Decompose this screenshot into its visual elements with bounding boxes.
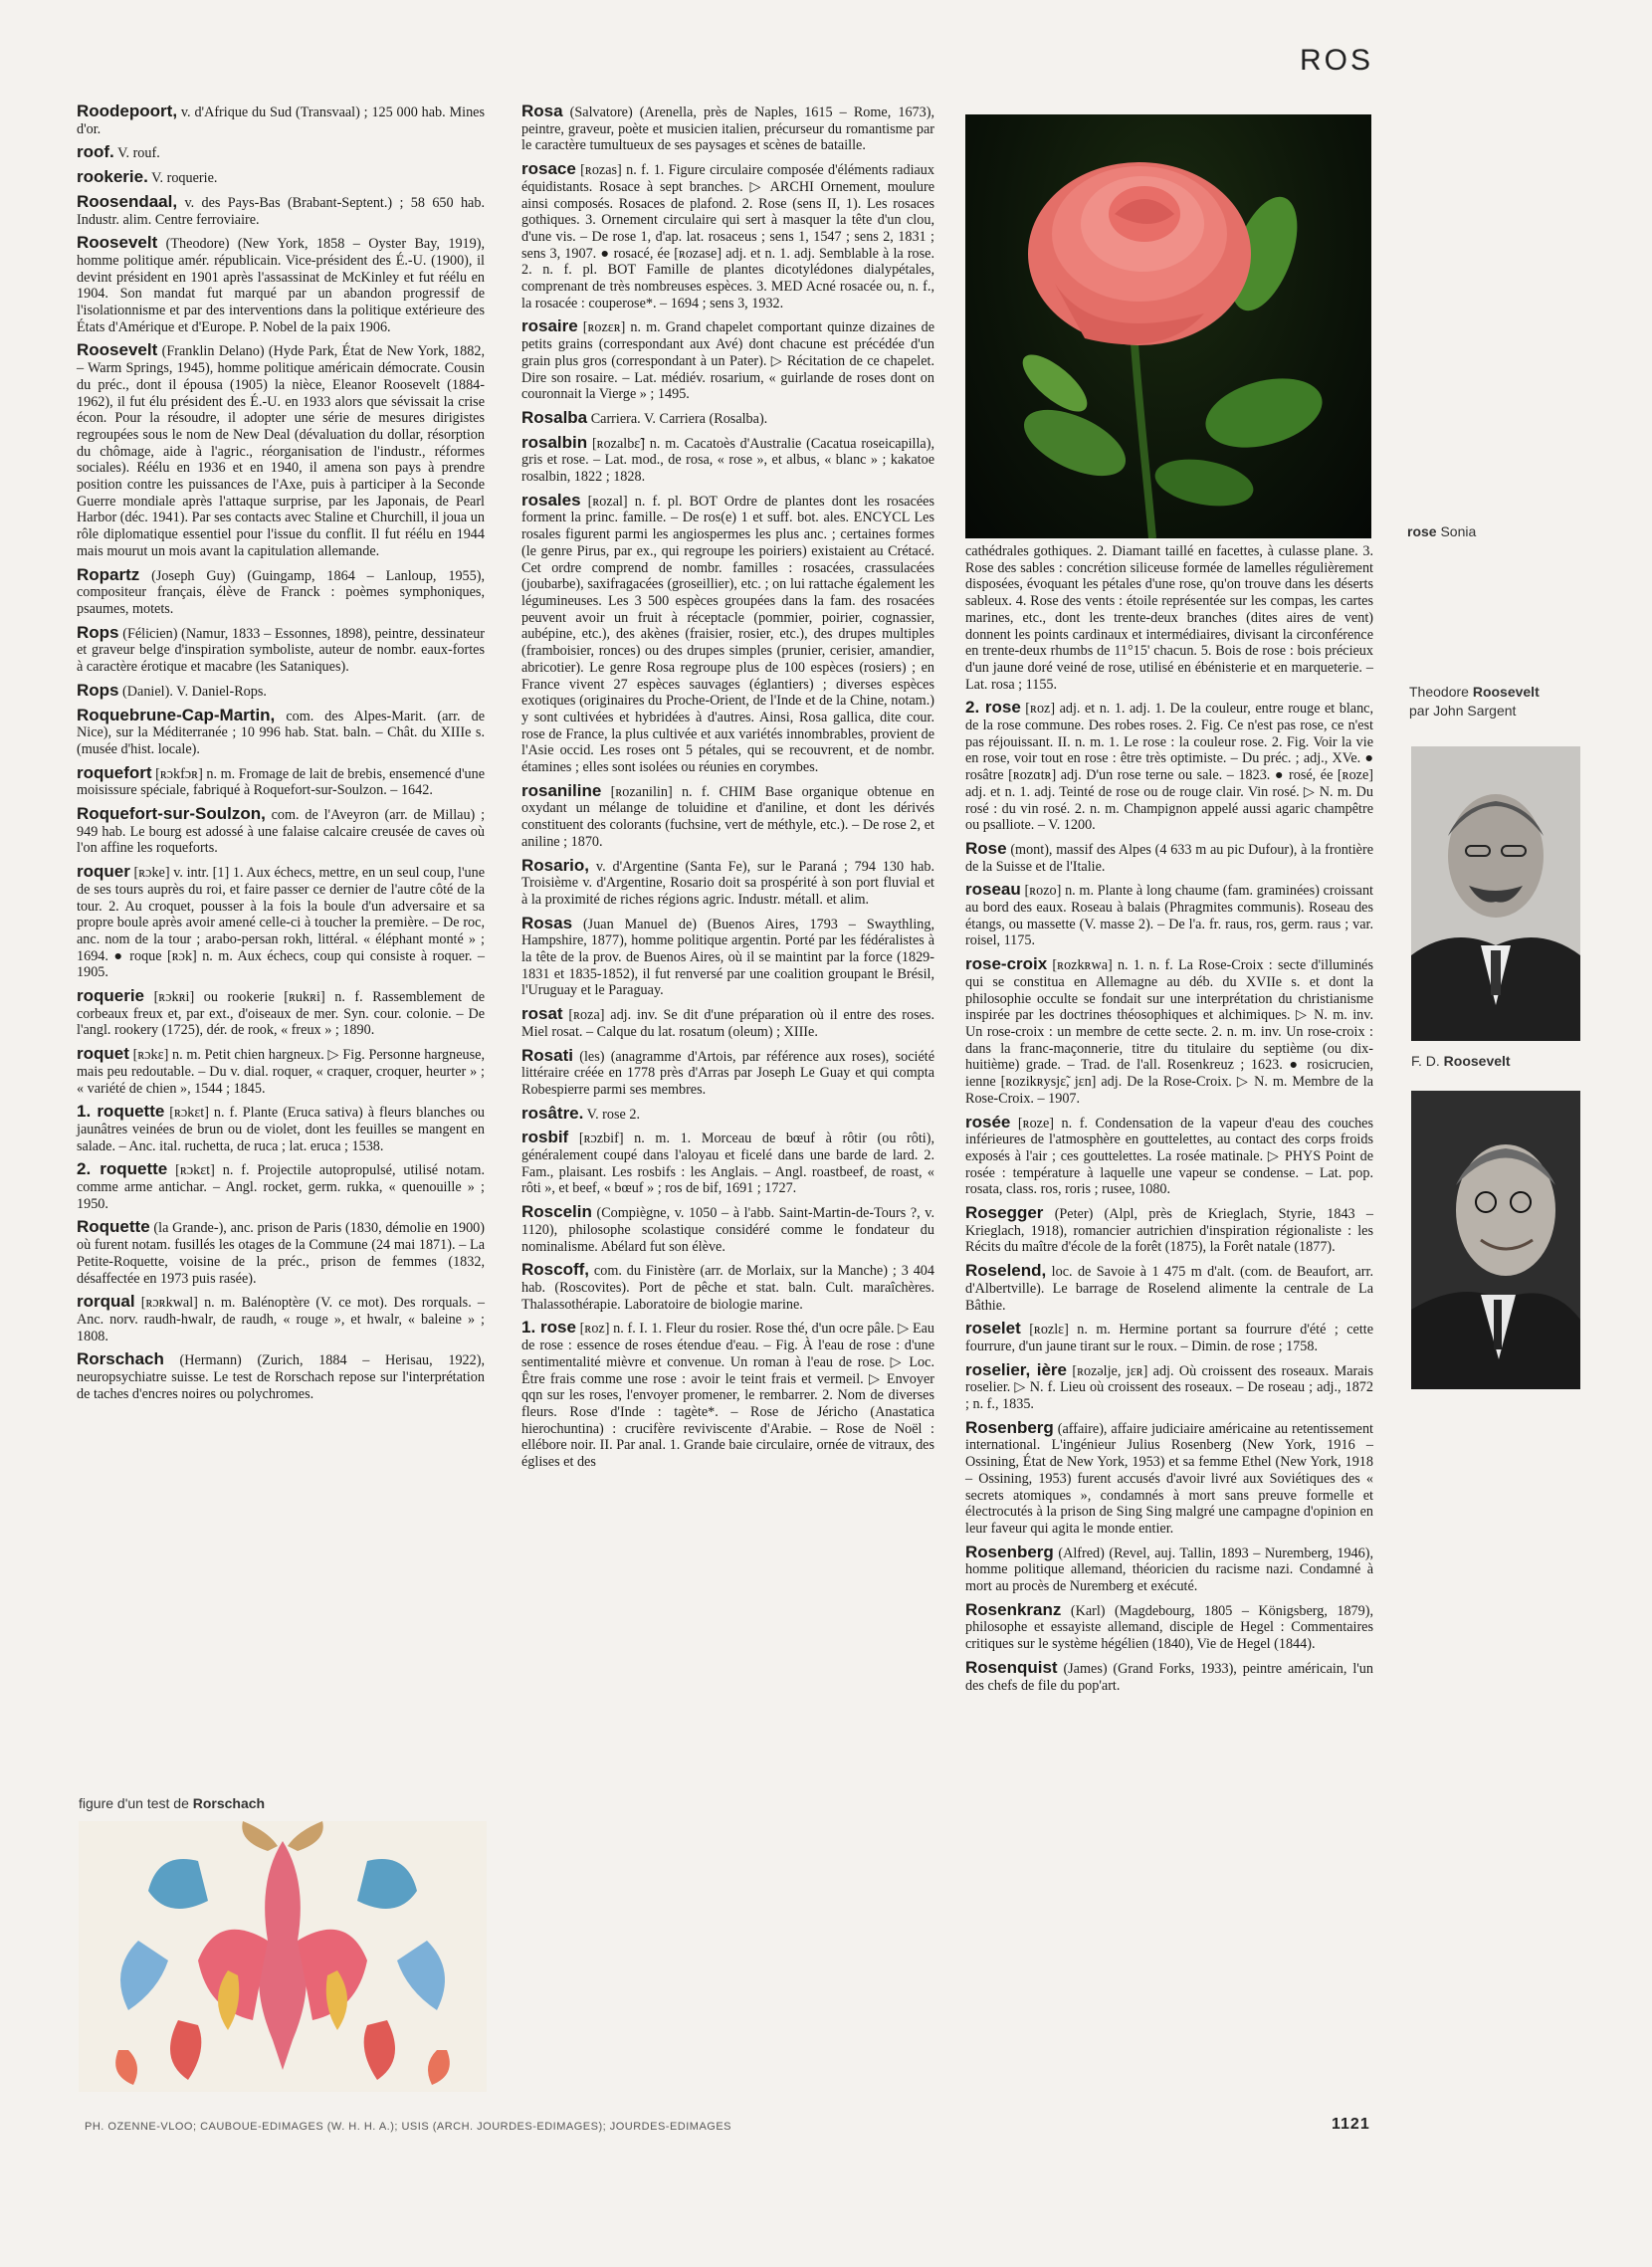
entry-headword: Roscelin <box>521 1202 592 1222</box>
dictionary-entry <box>77 1294 485 1344</box>
dictionary-entry <box>77 1351 485 1402</box>
entry-definition: [ʀozɛʀ] n. m. Grand chapelet comportant quinze dizaines de petits grains (correspondant aux Avé) dont chacune est précédée d'un grain plus gros (correspondant à un Pater). ▷ Récitation de ce chapelet. Dire son rosaire. – Lat. médiév. rosarium, « guirlande de roses dont on couronnait la Vierge » ; 1495. <box>521 319 934 403</box>
dictionary-entry <box>965 956 1373 1107</box>
dictionary-entry <box>965 1599 1374 1653</box>
entry-headword: Roquette <box>77 1217 150 1237</box>
dictionary-entry <box>521 407 934 428</box>
entry-definition: [ʀozalbɛ̃] n. m. Cacatoès d'Australie (Cacatua roseicapilla), gris et rose. – Lat. mod., de rosa, « rose », et albus, « blanc » ; kakatoe rosalbin, 1822 ; 1828. <box>521 435 934 486</box>
entry-definition: v. d'Afrique du Sud (Transvaal) ; 125 000 hab. Mines d'or. <box>77 104 485 137</box>
entry-headword: 2. rose <box>965 698 1021 718</box>
entry-headword: Rosas <box>521 913 573 932</box>
column-2 <box>521 103 934 1478</box>
entry-definition: (mont), massif des Alpes (4 633 m au pic Dufour), à la frontière de la Suisse et de l'Italie. <box>965 841 1373 875</box>
entry-headword: roquerie <box>77 986 145 1006</box>
dictionary-entry <box>77 144 485 162</box>
dictionary-entry <box>521 1006 934 1040</box>
entry-definition: [ʀozas] n. f. 1. Figure circulaire composée d'éléments radiaux équidistants. Rosace à sept branches. ▷ ARCHI Ornement, moulure ainsi composés. Rosaces de plafond. 2. Rose (sens II, 1). Les rosaces gothiques. 3. Ornement circulaire qui sert à masquer la tête d'un clou, d'une vis. – De rose 1, d'ap. lat. rosaceus ; sens 1, 1547 ; sens 2, 1831 ; sens 3, 1907. ● rosacé, ée [ʀozase] adj. et n. 1. adj. Semblable à la rose. 2. n. f. pl. BOT Famille de plantes dicotylédones dialypétales, comprenant de très nombreuses espèces. 3. MED Acné rosacée ou, n. f., la rosacée : couperose*. – 1694 ; sens 3, 1932. <box>521 162 934 311</box>
dictionary-entry <box>77 342 485 559</box>
entry-headword: Rosa <box>521 102 563 120</box>
entry-headword: Roosendaal, <box>77 191 178 211</box>
entry-headword: Rosenquist <box>965 1657 1058 1677</box>
dictionary-entry <box>521 1262 934 1313</box>
entry-headword: Rops <box>77 680 119 700</box>
entry-definition: V. roquerie. <box>151 170 218 187</box>
entry-definition: (Félicien) (Namur, 1833 – Essonnes, 1898), peintre, dessinateur et graveur belge d'inspiration symboliste, auteur de nombr. eaux-fortes à caractère érotique et macabre (les Sataniques). <box>77 625 486 676</box>
dictionary-entry <box>521 161 934 311</box>
dictionary-entry <box>77 680 485 701</box>
dictionary-entry <box>521 913 934 1000</box>
fdr-caption-prefix: F. D. <box>1411 1053 1440 1069</box>
dictionary-entry <box>521 490 935 776</box>
entry-headword: roselet <box>965 1319 1021 1339</box>
entry-definition: loc. de Savoie à 1 475 m d'alt. (com. de Beaufort, arr. d'Albertville). Le barrage de Roselend alimente la centrale de La Bâthie. <box>965 1264 1374 1314</box>
inkblot-illustration <box>79 1821 487 2092</box>
entry-definition: [ʀozanilin] n. f. CHIM Base organique obtenue en oxydant un mélange de toluidine et d'aniline, et dont les dérivés constituent des colorants (fuchsine, vert de méthyle, etc.). – De rose 2, et aniline ; 1870. <box>521 783 935 850</box>
dictionary-entry <box>521 1204 934 1255</box>
rose-caption <box>1407 523 1476 539</box>
dictionary-entry <box>965 882 1373 949</box>
photo-credits: PH. OZENNE-VLOO; CAUBOUE-EDIMAGES (W. H. H. A.); USIS (ARCH. JOURDES-EDIMAGES); JOURDES-EDIMAGES <box>85 2121 732 2133</box>
fdr-caption-name: Roosevelt <box>1443 1053 1511 1069</box>
entry-definition: [ʀoz] n. f. I. 1. Fleur du rosier. Rose thé, d'un ocre pâle. ▷ Eau de rose : essence de roses étendue d'eau. – Fig. À l'eau de rose : d'une sentimentalité mièvre et convenue. Un roman à l'eau de rose. ▷ Loc. Être frais comme une rose : avoir le teint frais et vermeil. ▷ Envoyer qqn sur les roses, l'envoyer promener, le rembarrer. 2. Nom de diverses fleurs. Rose d'Inde : tagète*. – Rose de Jéricho (Anastatica hierochuntina) : crucifère reviviscente d'Arabie. – Rose de Noël : ellébore noir. II. Par anal. 1. Grande baie circulaire, ornée de vitraux, des églises et des <box>521 1321 935 1471</box>
entry-definition: [ʀɔkʀi] ou rookerie [ʀukʀi] n. f. Rassemblement de corbeaux freux et, par ext., d'oiseaux de mer. Syn. cour. colonie. – De l'angl. rookery (1725), dér. de rook, « freux » ; 1890. <box>77 989 485 1039</box>
dictionary-entry <box>521 1320 934 1470</box>
entry-definition: [ʀɔke] v. intr. [1] 1. Aux échecs, mettre, en un seul coup, l'une de ses tours auprès du roi, et faire passer ce dernier de l'autre côté de la tour. 2. Au croquet, pousser à la fois la boule d'un adversaire et sa propre boule après avoir amené celle-ci à toucher la première. – De roc, anc. nom de la tour ; arabo-persan rokh, littéral. « éléphant monté » ; 1694. ● roque [ʀɔk] n. m. Aux échecs, coup qui consiste à roquer. – 1905. <box>77 865 486 981</box>
entry-headword: Roscoff, <box>521 1260 589 1280</box>
entry-headword: Roosevelt <box>77 233 158 253</box>
dictionary-entry <box>77 1046 485 1097</box>
rose-illustration <box>965 114 1371 538</box>
entry-definition: [ʀɔkɛt] n. f. Projectile autopropulsé, utilisé notam. comme arme antichar. – Angl. rocket, germ. rukka, « quenouille » ; 1950. <box>77 1162 486 1212</box>
dictionary-entry <box>77 103 485 137</box>
entry-definition: (Franklin Delano) (Hyde Park, État de New York, 1882, – Warm Springs, 1945), homme politique américain démocrate. Cousin du préc., dont il épousa (1905) la nièce, Eleanor Roosevelt (1884-1962), il fut élu président des É.-U. en 1933 alors que sévissait la crise écon. Pour la résoudre, il adopter une série de mesures dirigistes regroupées sous le nom de New Deal (dévaluation du dollar, résorption du chômage, aide à l'agric., réorganisation de l'industr., réformes sociales). Réélu en 1936 et en 1940, il amena son pays à prendre position contre les puissances de l'Axe, puis à participer à la Seconde Guerre mondiale après l'attaque surprise, par les Japonais, de Pearl Harbor (déc. 1941). Par ses contacts avec Staline et Churchill, il joua un rôle diplomatique essentiel pour l'issue du conflit. Il fut réélu en 1944 mais mourut un mois avant la capitulation allemande. <box>77 343 486 559</box>
theodore-caption-name: Roosevelt <box>1472 684 1540 700</box>
entry-headword: roquefort <box>77 762 152 782</box>
entry-headword: rosaniline <box>521 780 602 800</box>
entry-headword: rosée <box>965 1112 1011 1132</box>
entry-definition: (la Grande-), anc. prison de Paris (1830, démolie en 1900) où furent notam. fusillés les otages de la Commune (24 mai 1871). – La Petite-Roquette, voisine de la préc., prison de femmes (1832, désaffectée en 1973 puis rasée). <box>77 1220 485 1287</box>
entry-definition: com. du Finistère (arr. de Morlaix, sur la Manche) ; 3 404 hab. (Roscovites). Port de pêche et stat. baln. Cult. maraîchères. Thalassothérapie. Laboratoire de biologie marine. <box>521 1263 934 1313</box>
dictionary-entry <box>77 1161 485 1212</box>
entry-definition: (affaire), affaire judiciaire américaine au retentissement international. L'ingénieur Julius Rosenberg (New York, 1916 – Ossining, État de New York, 1953) et sa femme Ethel (New York, 1918 – Ossining, 1953) furent accusés d'avoir livré aux Soviétiques des « secrets atomiques », condamnés à mort sans preuve formelle et électrocutés à la prison de Sing Sing malgré une campagne d'opinion en leur faveur qui agita le monde entier. <box>965 1420 1373 1537</box>
dictionary-entry <box>77 806 485 857</box>
page-number: 1121 <box>1332 2116 1370 2133</box>
theodore-portrait-image <box>1411 746 1580 1041</box>
dictionary-entry <box>77 169 485 187</box>
dictionary-entry <box>965 1321 1373 1354</box>
entry-headword: rookerie. <box>77 167 148 187</box>
entry-headword: roquet <box>77 1044 129 1064</box>
dictionary-entry <box>521 780 935 851</box>
theodore-caption-first: Theodore <box>1409 684 1469 700</box>
theodore-caption-author: par John Sargent <box>1409 703 1517 719</box>
entry-headword: Rosalba <box>521 407 588 427</box>
dictionary-entry <box>521 855 935 909</box>
entry-headword: rorqual <box>77 1292 135 1312</box>
entry-definition: (Daniel). V. Daniel-Rops. <box>122 683 267 700</box>
entry-headword: Roquefort-sur-Soulzon, <box>77 804 266 824</box>
entry-headword: rosâtre. <box>521 1103 584 1123</box>
entry-definition: [ʀɔkɛ] n. m. Petit chien hargneux. ▷ Fig. Personne hargneuse, mais peu redoutable. – Du v. dial. roquer, « craquer, croquer, heurter » ; « variété de chien », 1544 ; 1845. <box>77 1047 486 1097</box>
dictionary-entry <box>77 235 485 335</box>
entry-definition: [ʀɔʀkwal] n. m. Balénoptère (V. ce mot). Des rorquals. – Anc. norv. raudh-hwalr, de raudh, « rouge », et hwalr, « baleine » ; 1808. <box>77 1295 486 1344</box>
fdr-illustration <box>1411 1091 1580 1389</box>
fdr-portrait-image <box>1411 1091 1580 1389</box>
theodore-illustration <box>1411 746 1580 1041</box>
rose-flower-image <box>965 114 1371 538</box>
entry-headword: Rosenberg <box>965 1417 1054 1437</box>
dictionary-entry <box>965 1263 1373 1314</box>
entry-headword: Rops <box>77 622 119 642</box>
dictionary-entry <box>77 191 485 228</box>
entry-definition: [ʀozal] n. f. pl. BOT Ordre de plantes dont les rosacées forment la princ. famille. – De ros(e) 1 et suff. bot. ales. ENCYCL Les rosales figurent parmi les angiospermes les plus anc. ; certaines formes (le genre Pirus, par ex., qui regroupe les poiriers) existaient au Crétacé. Cet ordre comprend de nombr. familles : rosacées, crassulacées (joubarbe), saxifragacées (groseillier), etc. ; on lui rattache également les légumineuses. Les 3 500 espèces groupées dans la fam. des rosacées peuvent avoir un fruit à réceptacle (pommier, poirier, cognassier, aubépine, etc.), des akènes (fraisier, rosier, etc.), des drupes multiples (framboisier, ronces) ou des drupes simples (prunier, cerisier, amandier, abricotier). Le genre Rosa regroupe plus de 100 espèces (rosiers) ; en France vivent 27 espèces sauvages (églantiers) ; diverses espèces exotiques (originaires du Proche-Orient, de l'Inde et de la Chine, notam.) y sont cultivées et hybridées à d'autres. Ainsi, Rosa gallica, dite cour. rose de France, la plus cultivée et aux variétés innombrables, provient de l'Asie occid. Les roses ont 5 pétales, qui se recouvrent, et de nombr. étamines ; elles sont isolées ou réunies en corymbes. <box>521 493 935 776</box>
dictionary-entry <box>965 1112 1373 1199</box>
rose-caption-suffix: Sonia <box>1440 523 1477 539</box>
dictionary-entry <box>965 1542 1374 1595</box>
entry-definition: v. d'Argentine (Santa Fe), sur le Paraná ; 794 130 hab. Troisième v. d'Argentine, Rosario doit sa prospérité à son port fluvial et à la proximité de riches régions agric. Industr. métall. et alim. <box>521 858 935 908</box>
entry-headword: 1. rose <box>521 1318 576 1338</box>
entry-headword: Roodepoort, <box>77 102 178 120</box>
dictionary-entry <box>521 318 934 403</box>
entry-headword: Rosenkranz <box>965 1599 1062 1619</box>
page-title: ROS <box>1299 44 1373 77</box>
dictionary-entry <box>77 988 485 1039</box>
dictionary-entry <box>77 762 485 799</box>
entry-definition: [ʀoza] adj. inv. Se dit d'une préparation où il entre des roses. Miel rosat. – Calque du lat. rosatum (oleum) ; XIIIe. <box>521 1007 935 1040</box>
entry-headword: Roselend, <box>965 1261 1047 1281</box>
dictionary-entry <box>521 1130 934 1197</box>
fdr-caption <box>1411 1053 1511 1069</box>
entry-headword: rosace <box>521 159 576 179</box>
column-3 <box>965 543 1373 1701</box>
entry-definition: (Alfred) (Revel, auj. Tallin, 1893 – Nuremberg, 1946), homme politique allemand, théoricien du racisme nazi. Condamné à mort au procès de Nuremberg et exécuté. <box>965 1545 1374 1595</box>
entry-definition: [ʀozlɛ] n. m. Hermine portant sa fourrure d'été ; cette fourrure, d'un jaune tirant sur le roux. – Dimin. de rose ; 1758. <box>965 1322 1373 1354</box>
entry-definition: com. de l'Aveyron (arr. de Millau) ; 949 hab. Le bourg est adossé à une falaise calcaire creusée de caves où l'on affine les roqueforts. <box>77 807 486 857</box>
dictionary-entry <box>965 1205 1373 1256</box>
rorschach-caption-name: Rorschach <box>192 1795 266 1811</box>
dictionary-entry <box>965 838 1373 875</box>
dictionary-entry <box>77 1104 485 1154</box>
entry-headword: roof. <box>77 142 114 162</box>
entry-definition: [ʀozəlje, jɛʀ] adj. Où croissent des roseaux. Marais roselier. ▷ N. f. Lieu où croissent des roseaux. – De roseau ; adj., 1872 ; n. f., 1835. <box>965 1362 1374 1413</box>
dictionary-entry <box>521 432 934 486</box>
entry-definition: (Theodore) (New York, 1858 – Oyster Bay, 1919), homme politique amér. républicain. Vice-président des É.-U. (1900), il devint président en 1901 après l'assassinat de McKinley et fut réélu en 1904. Son mandat fut marqué par un abandon progressif de l'isolationnisme et par des interventions dans la politique extérieure des États d'Amérique et d'Europe. P. Nobel de la paix 1906. <box>77 236 485 335</box>
entry-definition: (Karl) (Magdebourg, 1805 – Königsberg, 1879), philosophe et essayiste allemand, disciple de Hegel : Commentaires critiques sur le système hégélien (1840), Vie de Hegel (1844). <box>965 1602 1374 1653</box>
entry-definition: (James) (Grand Forks, 1933), peintre américain, l'un des chefs de file du pop'art. <box>965 1660 1373 1694</box>
entry-definition: com. des Alpes-Marit. (arr. de Nice), sur la Méditerranée ; 10 996 hab. Stat. baln. – Chât. du XIIIe s. (musée d'hist. locale). <box>77 708 486 757</box>
entry-definition: [ʀoz] adj. et n. 1. adj. 1. De la couleur, entre rouge et blanc, de la rose commune. Des robes roses. 2. Fig. Ce n'est pas rose, ce n'est pas réjouissant. II. n. m. 1. Le rose : la couleur rose. 2. Fig. Voir la vie en rose, voir tout en rose : être très optimiste. – Du préc. ; adj., XVe. ● rosâtre [ʀozɑtʀ] adj. D'un rose terne ou sale. – 1823. ● rosé, ée [ʀoze] adj. et n. 1. adj. Teinté de rose ou de rouge clair. Vin rosé. ▷ N. m. Du rosé : du vin rosé. 2. n. m. Champignon appelé aussi agaric champêtre ou psalliote. – V. 1200. <box>965 701 1374 834</box>
entry-headword: rosaire <box>521 316 578 336</box>
entry-definition: [ʀozo] n. m. Plante à long chaume (fam. graminées) croissant au bord des eaux. Roseau à balais (Phragmites communis). Roseau des étangs, ou massette (V. masse 2). – De l'a. fr. raus, ros, germ. raus ; var. roisel, 1175. <box>965 883 1373 949</box>
entry-definition: (Hermann) (Zurich, 1884 – Herisau, 1922), neuropsychiatre suisse. Le test de Rorschach repose sur l'interprétation de taches d'encres noires ou polychromes. <box>77 1352 486 1402</box>
entry-definition: (Compiègne, v. 1050 – à l'abb. Saint-Martin-de-Tours ?, v. 1120), philosophe scolastique considéré comme le fondateur du nominalisme. Abélard fut son élève. <box>521 1205 934 1255</box>
dictionary-entry <box>521 1103 934 1124</box>
entry-headword: rosbif <box>521 1128 569 1147</box>
rorschach-caption <box>79 1795 487 1811</box>
entry-headword: roquer <box>77 862 130 882</box>
entry-headword: Roosevelt <box>77 340 158 360</box>
entry-definition: Carriera. V. Carriera (Rosalba). <box>590 410 768 427</box>
entry-headword: rosalbin <box>521 432 588 452</box>
entry-headword: Rorschach <box>77 1349 164 1369</box>
entry-headword: Ropartz <box>77 564 140 584</box>
rose-caption-prefix: rose <box>1407 523 1437 539</box>
entry-headword: Rosati <box>521 1045 573 1065</box>
entry-definition: v. des Pays-Bas (Brabant-Septent.) ; 58 650 hab. Industr. alim. Centre ferroviaire. <box>77 194 485 228</box>
entry-headword: Rosegger <box>965 1203 1044 1223</box>
entry-headword: rosat <box>521 1004 563 1024</box>
dictionary-entry <box>77 564 485 618</box>
column-1 <box>77 103 485 1410</box>
entry-headword: rose-croix <box>965 954 1048 974</box>
entry-headword: Rosenberg <box>965 1542 1054 1561</box>
entry-definition: (Peter) (Alpl, près de Krieglach, Styrie, 1843 – Krieglach, 1918), romancier autrichien d'inspiration régionaliste : les Récits du maître d'école de la forêt (1875), la Forêt natale (1877). <box>965 1206 1373 1256</box>
entry-headword: roselier, ière <box>965 1359 1067 1379</box>
theodore-caption <box>1409 683 1608 721</box>
dictionary-entry <box>965 543 1373 693</box>
entry-definition: [ʀoze] n. f. Condensation de la vapeur d'eau des couches inférieures de l'atmosphère en gouttelettes, au contact des corps froids exposés à l'air ; ces gouttelettes. La rosée matinale. ▷ PHYS Point de rosée : température à laquelle une vapeur se condense. – Lat. pop. rosata, class. ros, roris ; rusee, 1080. <box>965 1115 1373 1198</box>
entry-headword: Rose <box>965 838 1007 858</box>
entry-definition: cathédrales gothiques. 2. Diamant taillé en facettes, à culasse plane. 3. Rose des sables : concrétion siliceuse formée de lamelles régulièrement disposées, évoquant les pétales d'une rose, qu'on trouve dans les déserts sableux. 4. Rose des vents : étoile représentée sur les compas, les cartes marines, etc., dont les trente-deux branches (dites aires de vent) donnent les points cardinaux et intermédiaires, divisant la circonférence en trente-deux rhumbs de 11°15' chacun. 5. Bois de rose : bois précieux d'un jaune doré veiné de rose, utilisé en ébénisterie et en marqueterie. – Lat. rosa ; 1155. <box>965 543 1373 693</box>
entry-definition: [ʀɔzbif] n. m. 1. Morceau de bœuf à rôtir (ou rôti), généralement coupé dans l'aloyau et ficelé dans une barde de lard. 2. Fam., plaisant. Les rosbifs : les Anglais. – Angl. roastbeef, de roast, « rôti », et beef, « bœuf » ; ros de bif, 1691 ; 1727. <box>521 1131 935 1197</box>
entry-headword: rosales <box>521 490 581 510</box>
entry-definition: [ʀozkʀwa] n. 1. n. f. La Rose-Croix : secte d'illuminés qui se constitua en Allemagne au déb. du XVIIe s. et dont la philosophie occulte se fondait sur une interprétation du christianisme inspirée par les doctrines théosophiques et alchimiques. ▷ N. m. inv. Un rose-croix : un membre de cette secte. 2. n. m. inv. Un rose-croix : dans la franc-maçonnerie, titre du titulaire du septième (ou dix-huitième) grade. – Trad. de l'all. Rosenkreuz ; 1623. ● rosicrucien, ienne [ʀozikʀysjɛ̃, jɛn] adj. De la Rose-Croix. ▷ N. m. Membre de la Rose-Croix. – 1907. <box>965 957 1373 1107</box>
entry-definition: V. rose 2. <box>586 1106 641 1123</box>
entry-definition: (les) (anagramme d'Artois, par référence aux roses), société littéraire créée en 1778 près d'Arras par Joseph Le Guay et qui compta Robespierre parmi ses membres. <box>521 1048 934 1098</box>
rorschach-caption-prefix: figure d'un test de <box>79 1795 189 1811</box>
dictionary-entry <box>77 622 486 676</box>
entry-definition: [ʀɔkɛt] n. f. Plante (Eruca sativa) à fleurs blanches ou jaunâtres veinées de brun ou de violet, dont les feuilles se mangent en salade. – Anc. ital. ruchetta, de ruca ; lat. eruca ; 1538. <box>77 1105 486 1154</box>
dictionary-entry <box>521 103 934 154</box>
entry-headword: 1. roquette <box>77 1102 165 1122</box>
entry-headword: Rosario, <box>521 855 590 875</box>
entry-definition: (Juan Manuel de) (Buenos Aires, 1793 – Swaythling, Hampshire, 1877), homme politique argentin. Porté par les fédéralistes à la tête de la prov. de Buenos Aires, où il se maintint par la force (1829-1831 et 1835-1852), il fut renversé par une coalition groupant le Brésil, l'Uruguay et le Paraguay. <box>521 916 934 999</box>
dictionary-entry <box>521 1045 934 1099</box>
dictionary-entry <box>965 1417 1373 1538</box>
dictionary-entry <box>965 1359 1374 1413</box>
dictionary-entry <box>77 864 485 981</box>
entry-headword: roseau <box>965 880 1021 900</box>
dictionary-entry <box>965 1657 1373 1694</box>
inkblot-test-image <box>79 1821 487 2092</box>
entry-definition: (Salvatore) (Arenella, près de Naples, 1615 – Rome, 1673), peintre, graveur, poète et musicien italien, précurseur du romantisme par le caractère tumultueux de ses paysages et scènes de bataille. <box>521 104 934 154</box>
dictionary-entry <box>77 1219 485 1287</box>
dictionary-entry <box>77 705 486 758</box>
entry-definition: V. rouf. <box>117 145 160 162</box>
entry-headword: Roquebrune-Cap-Martin, <box>77 705 276 724</box>
entry-definition: (Joseph Guy) (Guingamp, 1864 – Lanloup, 1955), compositeur français, élève de Franck : poèmes symphoniques, psaumes, motets. <box>77 567 485 617</box>
dictionary-entry <box>965 700 1373 834</box>
entry-definition: [ʀɔkfɔʀ] n. m. Fromage de lait de brebis, ensemencé d'une moisissure spéciale, fabriqué à Roquefort-sur-Soulzon. – 1642. <box>77 765 485 799</box>
entry-headword: 2. roquette <box>77 1159 168 1179</box>
